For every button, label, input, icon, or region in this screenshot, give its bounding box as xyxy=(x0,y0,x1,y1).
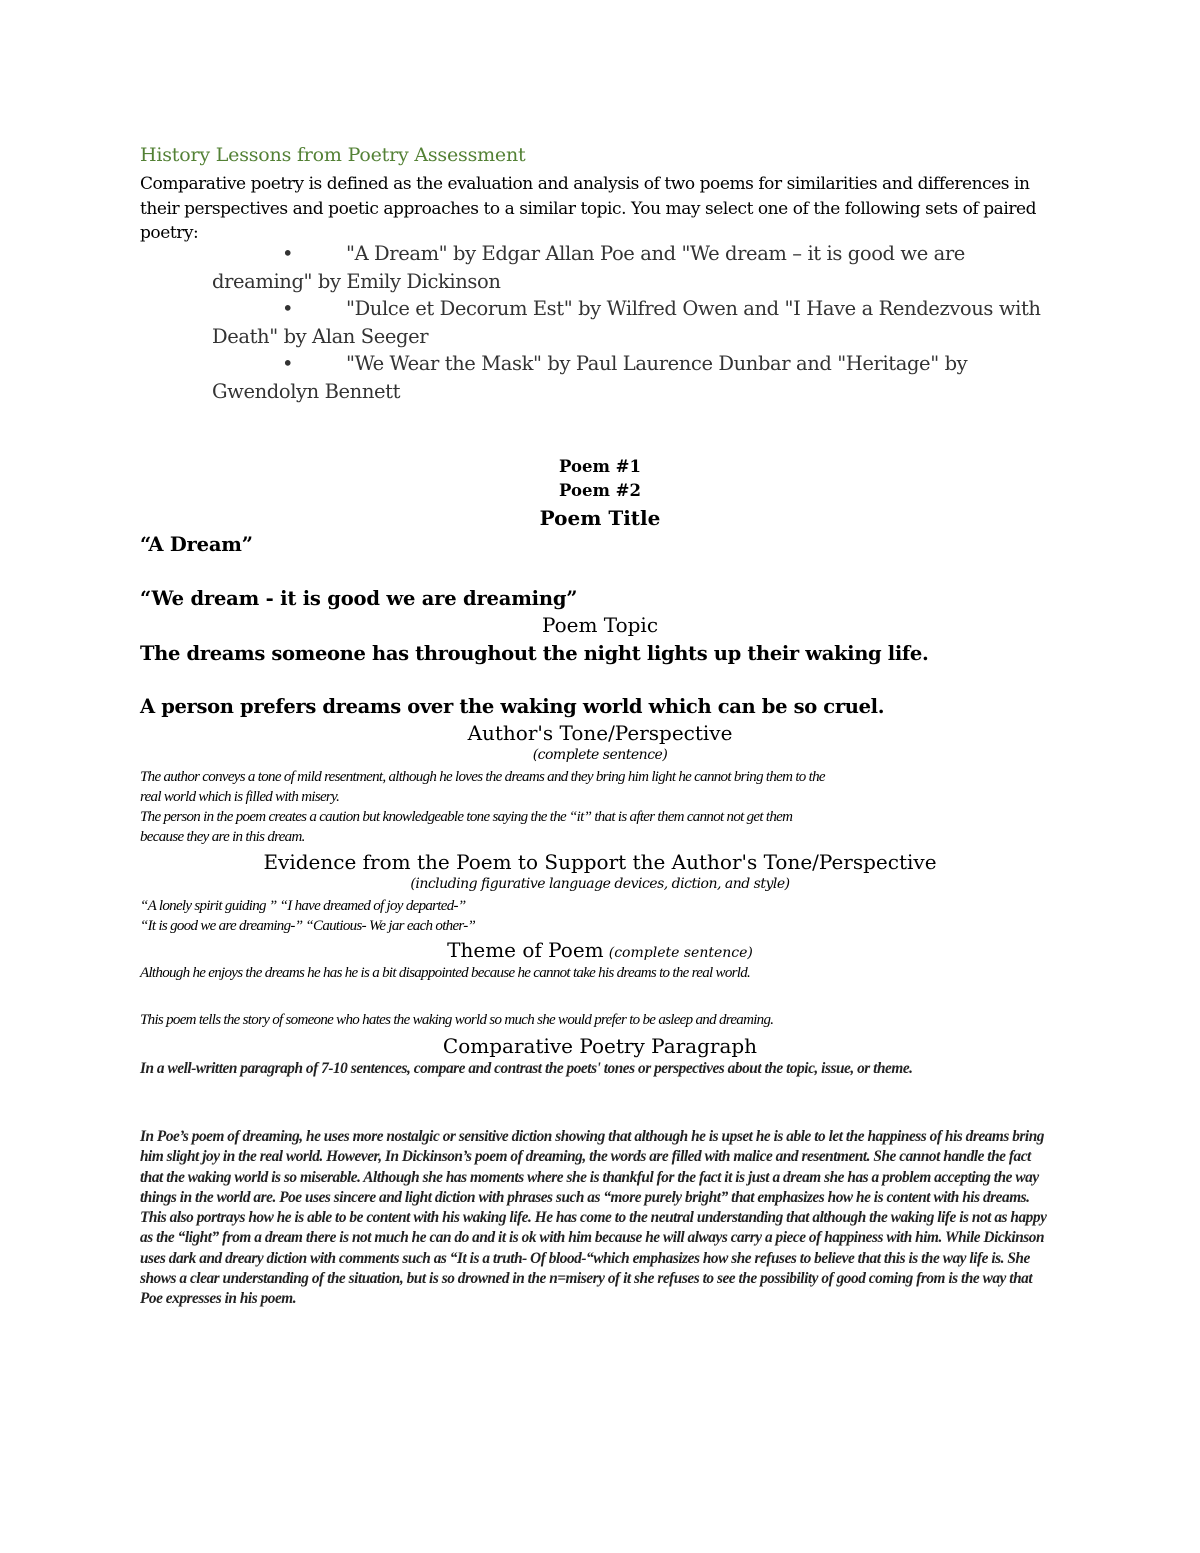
poem-topic-heading: Poem Topic xyxy=(541,613,659,637)
bullet-icon: • xyxy=(282,297,294,320)
tone-heading: Author's Tone/Perspective xyxy=(467,721,733,745)
poem-pair-item xyxy=(212,350,1062,405)
poem-title-heading: Poem Title xyxy=(539,506,661,530)
poem2-tone-line1: The person in the poem creates a caution but knowledgeable tone saying the the “it” that is after them cannot not get them xyxy=(140,809,793,825)
poem2-label: Poem #2 xyxy=(559,481,641,500)
poem1-tone-line2: real world which is filled with misery. xyxy=(140,788,340,805)
poem1-theme: Although he enjoys the dreams he has he is a bit disappointed because he cannot take his dreams to the real world. xyxy=(140,965,751,981)
poem2-theme: This poem tells the story of someone who hates the waking world so much she would prefer to be asleep and dreaming. xyxy=(140,1012,774,1028)
paragraph-instructions: In a well-written paragraph of 7-10 sentences, compare and contrast the poets' tones or perspectives about the topic, issue, or theme. xyxy=(140,1060,913,1077)
bullet-icon: • xyxy=(282,352,294,375)
poem2-title: “We dream - it is good we are dreaming” xyxy=(140,587,578,610)
evidence-subheading: (including figurative language devices, diction, and style) xyxy=(410,876,790,892)
poem-pair-line1: "Dulce et Decorum Est" by Wilfred Owen and "I Have a Rendezvous with xyxy=(346,297,1041,320)
poem1-label: Poem #1 xyxy=(559,457,641,476)
poem2-evidence: “It is good we are dreaming-” “Cautious- We jar each other-” xyxy=(140,918,476,934)
theme-subheading: (complete sentence) xyxy=(608,945,753,961)
poem1-title: “A Dream” xyxy=(140,533,253,556)
bullet-icon: • xyxy=(282,242,294,265)
tone-subheading: (complete sentence) xyxy=(532,747,668,763)
document-title: History Lessons from Poetry Assessment xyxy=(140,144,526,166)
poem2-tone xyxy=(140,808,1055,847)
theme-heading: Theme of Poem xyxy=(447,938,604,962)
poem-pair-line1: "We Wear the Mask" by Paul Laurence Dunbar and "Heritage" by xyxy=(346,352,968,375)
poem-pair-item xyxy=(212,295,1062,350)
poem-pair-line2: Death" by Alan Seeger xyxy=(212,324,429,348)
theme-heading-row xyxy=(140,938,1060,962)
poem-pair-line1: "A Dream" by Edgar Allan Poe and "We dream – it is good we are xyxy=(346,242,965,265)
paragraph-heading: Comparative Poetry Paragraph xyxy=(442,1034,758,1058)
poem2-tone-line2: because they are in this dream. xyxy=(140,828,305,845)
poem-pair-list xyxy=(212,240,1062,405)
evidence-heading: Evidence from the Poem to Support the Author's Tone/Perspective xyxy=(263,850,937,874)
poem-pair-line2: Gwendolyn Bennett xyxy=(212,379,401,403)
poem1-topic: The dreams someone has throughout the night lights up their waking life. xyxy=(140,642,929,665)
poem2-topic: A person prefers dreams over the waking world which can be so cruel. xyxy=(140,695,885,718)
poem1-evidence: “A lonely spirit guiding ” “I have dreamed of joy departed-” xyxy=(140,898,466,914)
poem-pair-item xyxy=(212,240,1062,295)
intro-paragraph: Comparative poetry is defined as the evaluation and analysis of two poems for similarities and differences in their perspectives and poetic approaches to a similar topic. You may select one of the following sets of paired poetry: xyxy=(140,174,1037,243)
paragraph-answer: In Poe’s poem of dreaming, he uses more nostalgic or sensitive diction showing that although he is upset he is able to let the happiness of his dreams bring him slight joy in the real world. However, In Dickinson’s poem of dreaming, the words are filled with malice and resentment. She cannot handle the fact that the waking world is so miserable. Although she has moments where she is thankful for the fact it is just a dream she has a problem accepting the way things in the world are. Poe uses sincere and light diction with phrases such as “more purely bright” that emphasizes how he is content with his dreams. This also portrays how he is able to be content with his waking life. He has come to the neutral understanding that although the waking life is not as happy as the “light” from a dream there is not much he can do and it is ok with him because he will always carry a piece of happiness with him. While Dickinson uses dark and dreary diction with comments such as “It is a truth- Of blood-“which emphasizes how she refuses to believe that this is the way life is. She shows a clear understanding of the situation, but is so drowned in the n=misery of it she refuses to see the possibility of good coming from is the way that Poe expresses in his poem. xyxy=(140,1128,1047,1308)
poem1-tone xyxy=(140,768,1055,807)
poem-pair-line2: dreaming" by Emily Dickinson xyxy=(212,269,501,293)
poem1-tone-line1: The author conveys a tone of mild resentment, although he loves the dreams and they bring him light he cannot bring them to the xyxy=(140,769,825,785)
